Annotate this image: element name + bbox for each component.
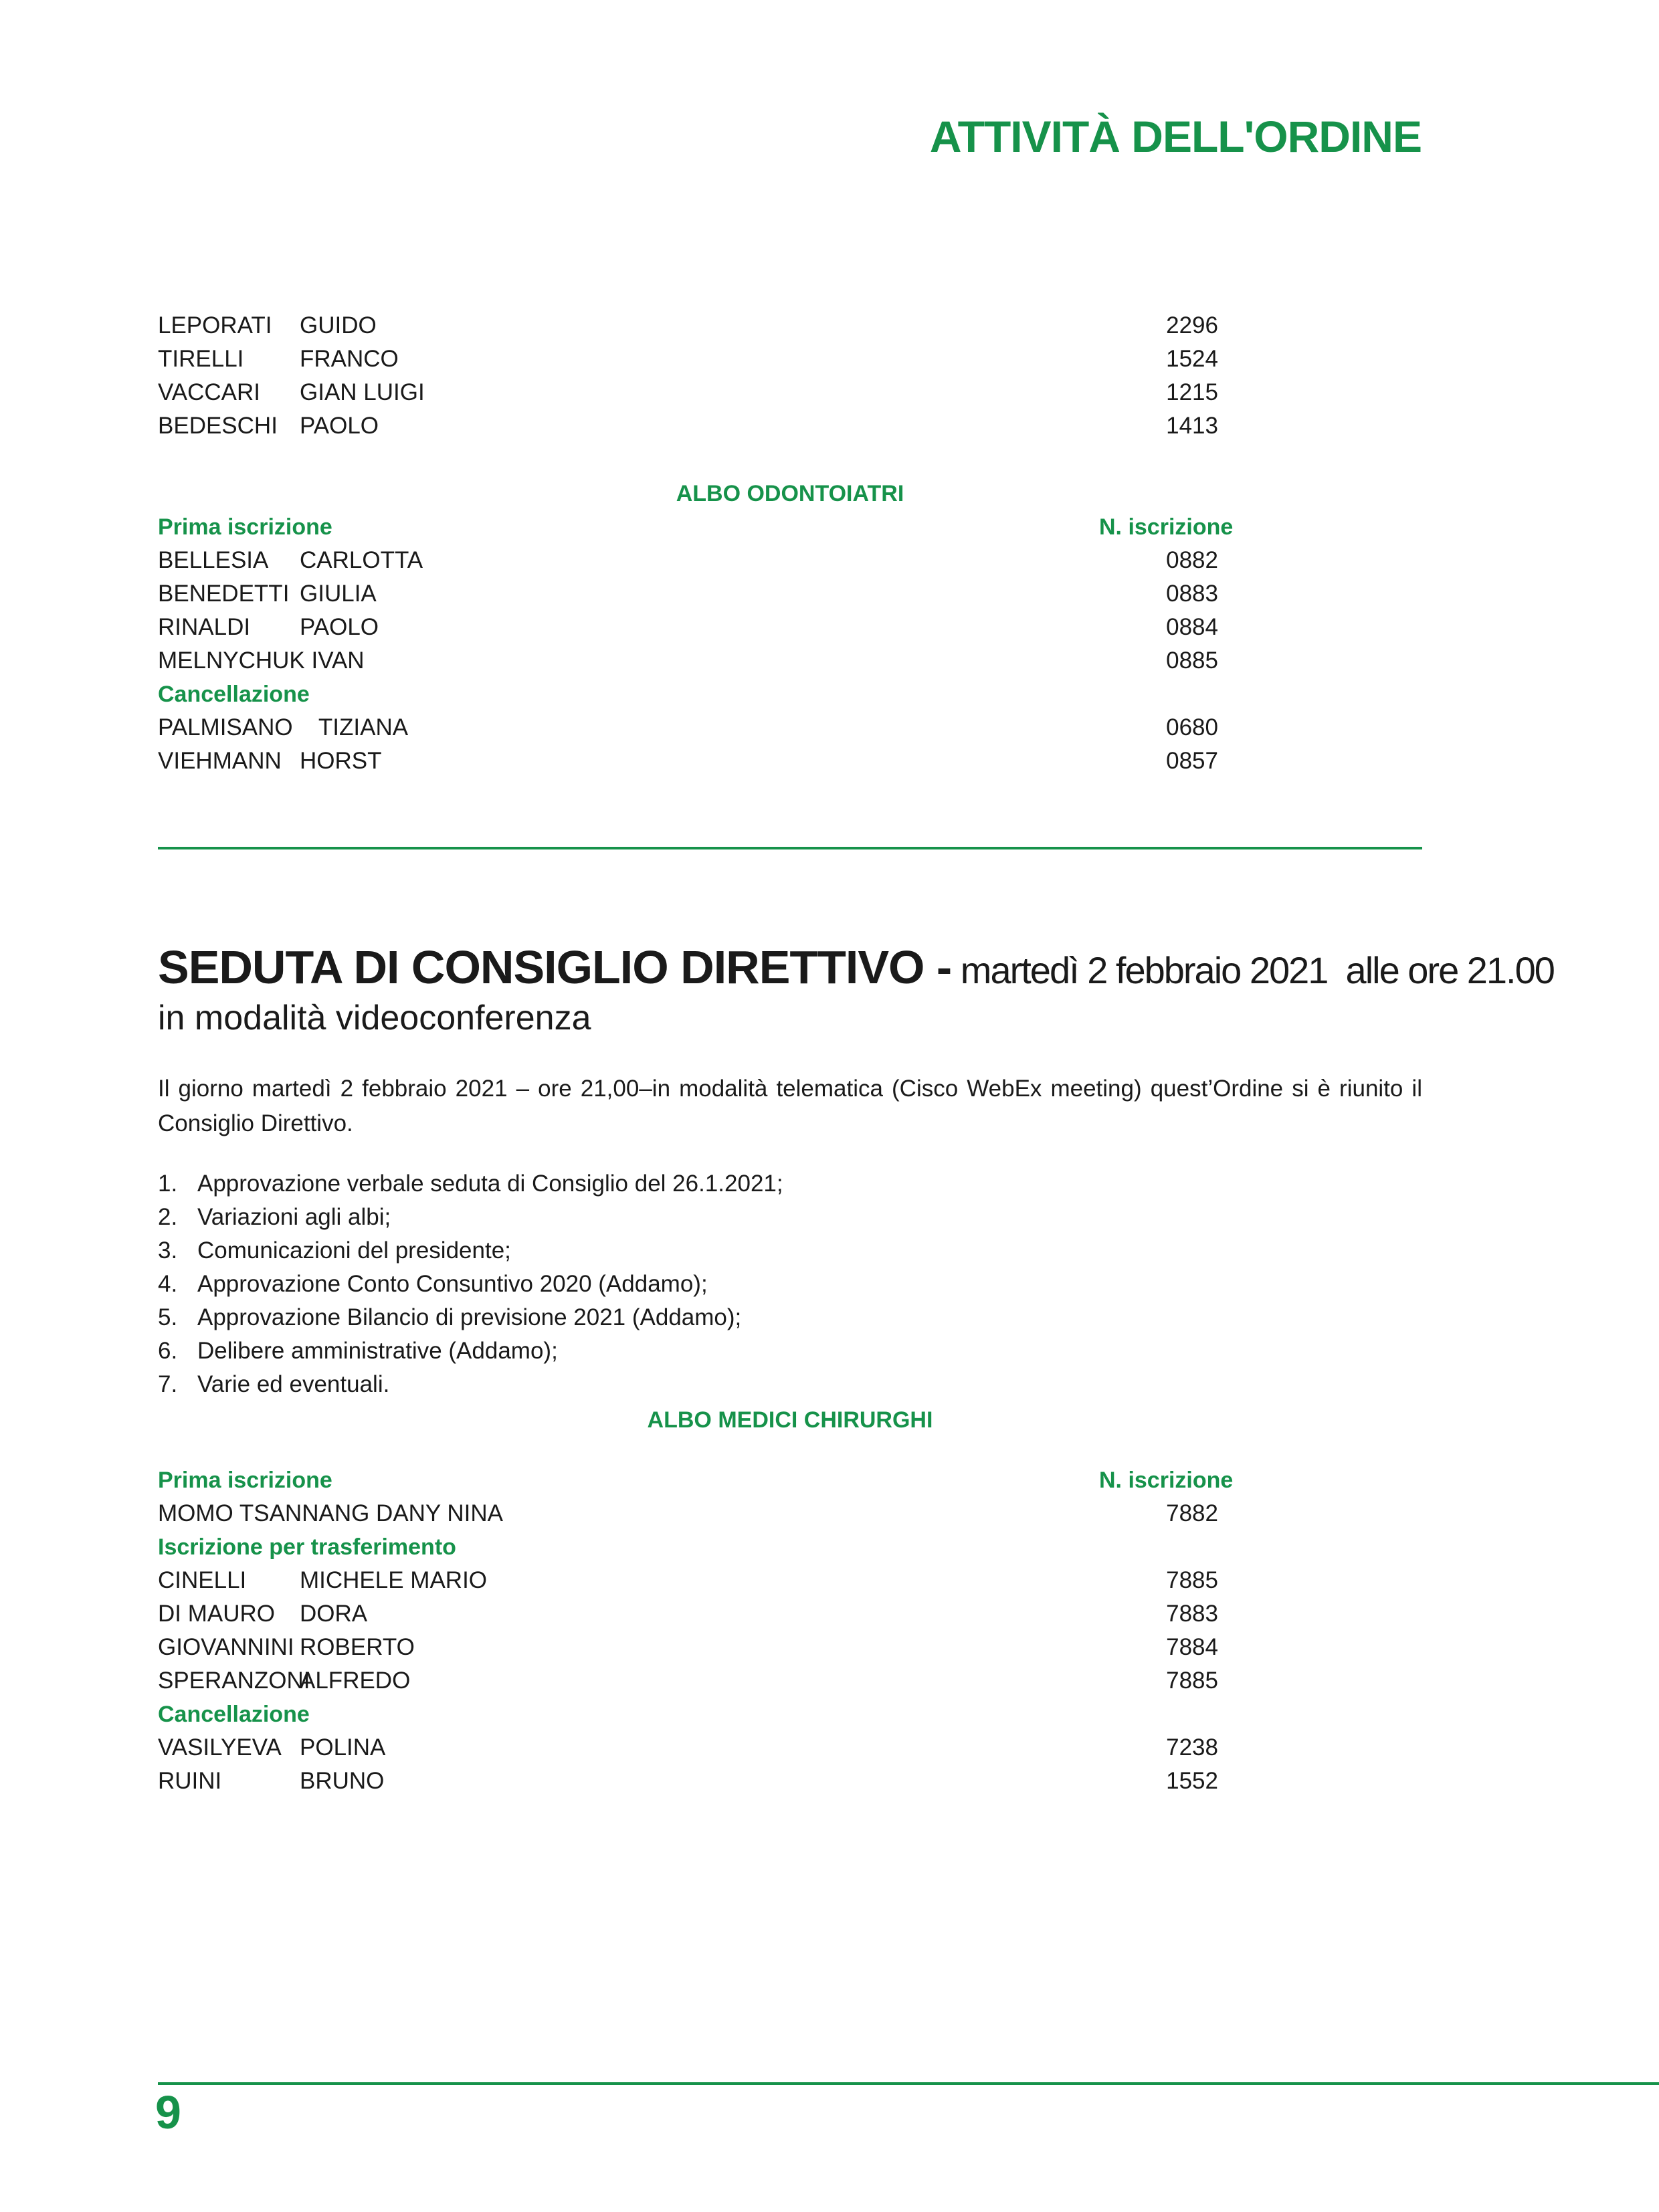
agenda-number: 1. (158, 1171, 178, 1197)
list-item (158, 1731, 1218, 1765)
list-item (158, 1765, 1218, 1798)
registration-number: 0885 (1166, 647, 1218, 674)
surname: LEPORATI (158, 312, 272, 338)
page-number: 9 (155, 2086, 181, 2138)
agenda-number: 3. (158, 1237, 178, 1264)
surname: RINALDI (158, 614, 251, 640)
surname: RUINI (158, 1768, 222, 1794)
number-column-header: N. iscrizione (1099, 514, 1234, 540)
agenda-text: Comunicazioni del presidente; (197, 1237, 511, 1264)
agenda-number: 5. (158, 1304, 178, 1330)
list-item (158, 376, 1218, 409)
trasferimento-label: Iscrizione per trasferimento (158, 1534, 456, 1560)
surname: SPERANZONI (158, 1668, 310, 1694)
agenda-item (158, 1301, 1422, 1334)
agenda-item (158, 1234, 1422, 1268)
list-item (158, 1497, 1218, 1530)
first-name: MICHELE MARIO (300, 1567, 488, 1593)
list-item (158, 309, 1218, 342)
first-name: ROBERTO (300, 1634, 415, 1660)
list-item (158, 1597, 1218, 1631)
agenda-item (158, 1167, 1422, 1201)
agenda-text: Varie ed eventuali. (197, 1371, 390, 1397)
agenda-text: Approvazione Conto Consuntivo 2020 (Addamo); (197, 1271, 708, 1297)
list-item (158, 711, 1218, 744)
agenda-item (158, 1334, 1422, 1368)
first-name: DORA (300, 1601, 368, 1627)
agenda-number: 7. (158, 1371, 178, 1397)
registration-number: 7882 (1166, 1500, 1218, 1526)
registration-number: 1215 (1166, 379, 1218, 405)
section-heading-albo-medici: ALBO MEDICI CHIRURGHI (647, 1407, 933, 1433)
agenda-item (158, 1201, 1422, 1234)
surname: BELLESIA (158, 547, 269, 573)
registration-number: 0680 (1166, 714, 1218, 740)
first-name: POLINA (300, 1734, 386, 1761)
agenda-number: 4. (158, 1271, 178, 1297)
section-divider (158, 847, 1422, 849)
list-item (158, 409, 1218, 443)
list-item (158, 744, 1218, 778)
first-name: BRUNO (300, 1768, 385, 1794)
surname: VACCARI (158, 379, 260, 405)
page-section-title: ATTIVITÀ DELL'ORDINE (929, 112, 1422, 161)
first-name: PAOLO (300, 614, 379, 640)
registration-number: 7885 (1166, 1567, 1218, 1593)
full-name: MOMO TSANNANG DANY NINA (158, 1500, 503, 1526)
cancellazione-label: Cancellazione (158, 1702, 310, 1727)
registration-number: 1524 (1166, 346, 1218, 372)
registration-number: 7883 (1166, 1601, 1218, 1627)
full-name: MELNYCHUK IVAN (158, 647, 365, 674)
surname: GIOVANNINI (158, 1634, 294, 1660)
list-item (158, 1664, 1218, 1698)
first-name: CARLOTTA (300, 547, 423, 573)
prima-iscrizione-label: Prima iscrizione (158, 514, 332, 540)
registration-number: 0882 (1166, 547, 1218, 573)
surname: TIRELLI (158, 346, 244, 372)
number-column-header: N. iscrizione (1099, 1468, 1234, 1493)
registration-number: 7885 (1166, 1668, 1218, 1694)
surname: DI MAURO (158, 1601, 275, 1627)
agenda-list (158, 1167, 1422, 1401)
list-item (158, 644, 1218, 678)
full-name: PALMISANO TIZIANA (158, 714, 409, 740)
section-heading-albo-odontoiatri: ALBO ODONTOIATRI (676, 481, 904, 506)
footer-divider (158, 2082, 1659, 2085)
first-name: PAOLO (300, 413, 379, 439)
registration-number: 7238 (1166, 1734, 1218, 1761)
first-name: GIULIA (300, 581, 377, 607)
first-name: GUIDO (300, 312, 377, 338)
registration-number: 1413 (1166, 413, 1218, 439)
agenda-text: Approvazione Bilancio di previsione 2021 (Addamo); (197, 1304, 742, 1330)
surname: VASILYEVA (158, 1734, 282, 1761)
list-item (158, 1631, 1218, 1664)
registration-number: 2296 (1166, 312, 1218, 338)
surname: BENEDETTI (158, 581, 290, 607)
registration-number: 7884 (1166, 1634, 1218, 1660)
list-item (158, 577, 1218, 611)
registration-number: 0884 (1166, 614, 1218, 640)
meeting-title-bold: SEDUTA DI CONSIGLIO DIRETTIVO - (158, 941, 952, 993)
first-name: HORST (300, 748, 382, 774)
cancellazione-label: Cancellazione (158, 682, 310, 707)
list-item (158, 1564, 1218, 1597)
list-item (158, 342, 1218, 376)
first-name: FRANCO (300, 346, 399, 372)
agenda-text: Delibere amministrative (Addamo); (197, 1338, 558, 1364)
agenda-text: Variazioni agli albi; (197, 1204, 391, 1230)
surname: VIEHMANN (158, 748, 282, 774)
surname: CINELLI (158, 1567, 247, 1593)
surname: BEDESCHI (158, 413, 278, 439)
agenda-number: 6. (158, 1338, 178, 1364)
registration-number: 0857 (1166, 748, 1218, 774)
agenda-text: Approvazione verbale seduta di Consiglio del 26.1.2021; (197, 1171, 783, 1197)
prima-iscrizione-label: Prima iscrizione (158, 1468, 332, 1493)
agenda-item (158, 1368, 1422, 1401)
list-item (158, 544, 1218, 577)
meeting-title-date: martedì 2 febbraio 2021 alle ore 21.00 (951, 949, 1554, 991)
meeting-paragraph: Il giorno martedì 2 febbraio 2021 – ore 21,00–in modalità telematica (Cisco WebEx meeting) quest’Ordine si è riunito il Consiglio Direttivo. (158, 1076, 1422, 1136)
agenda-number: 2. (158, 1204, 178, 1230)
meeting-subtitle: in modalità videoconferenza (158, 999, 591, 1037)
agenda-item (158, 1268, 1422, 1301)
first-name: GIAN LUIGI (300, 379, 425, 405)
registration-number: 0883 (1166, 581, 1218, 607)
first-name: ALFREDO (300, 1668, 411, 1694)
registration-number: 1552 (1166, 1768, 1218, 1794)
list-item (158, 611, 1218, 644)
